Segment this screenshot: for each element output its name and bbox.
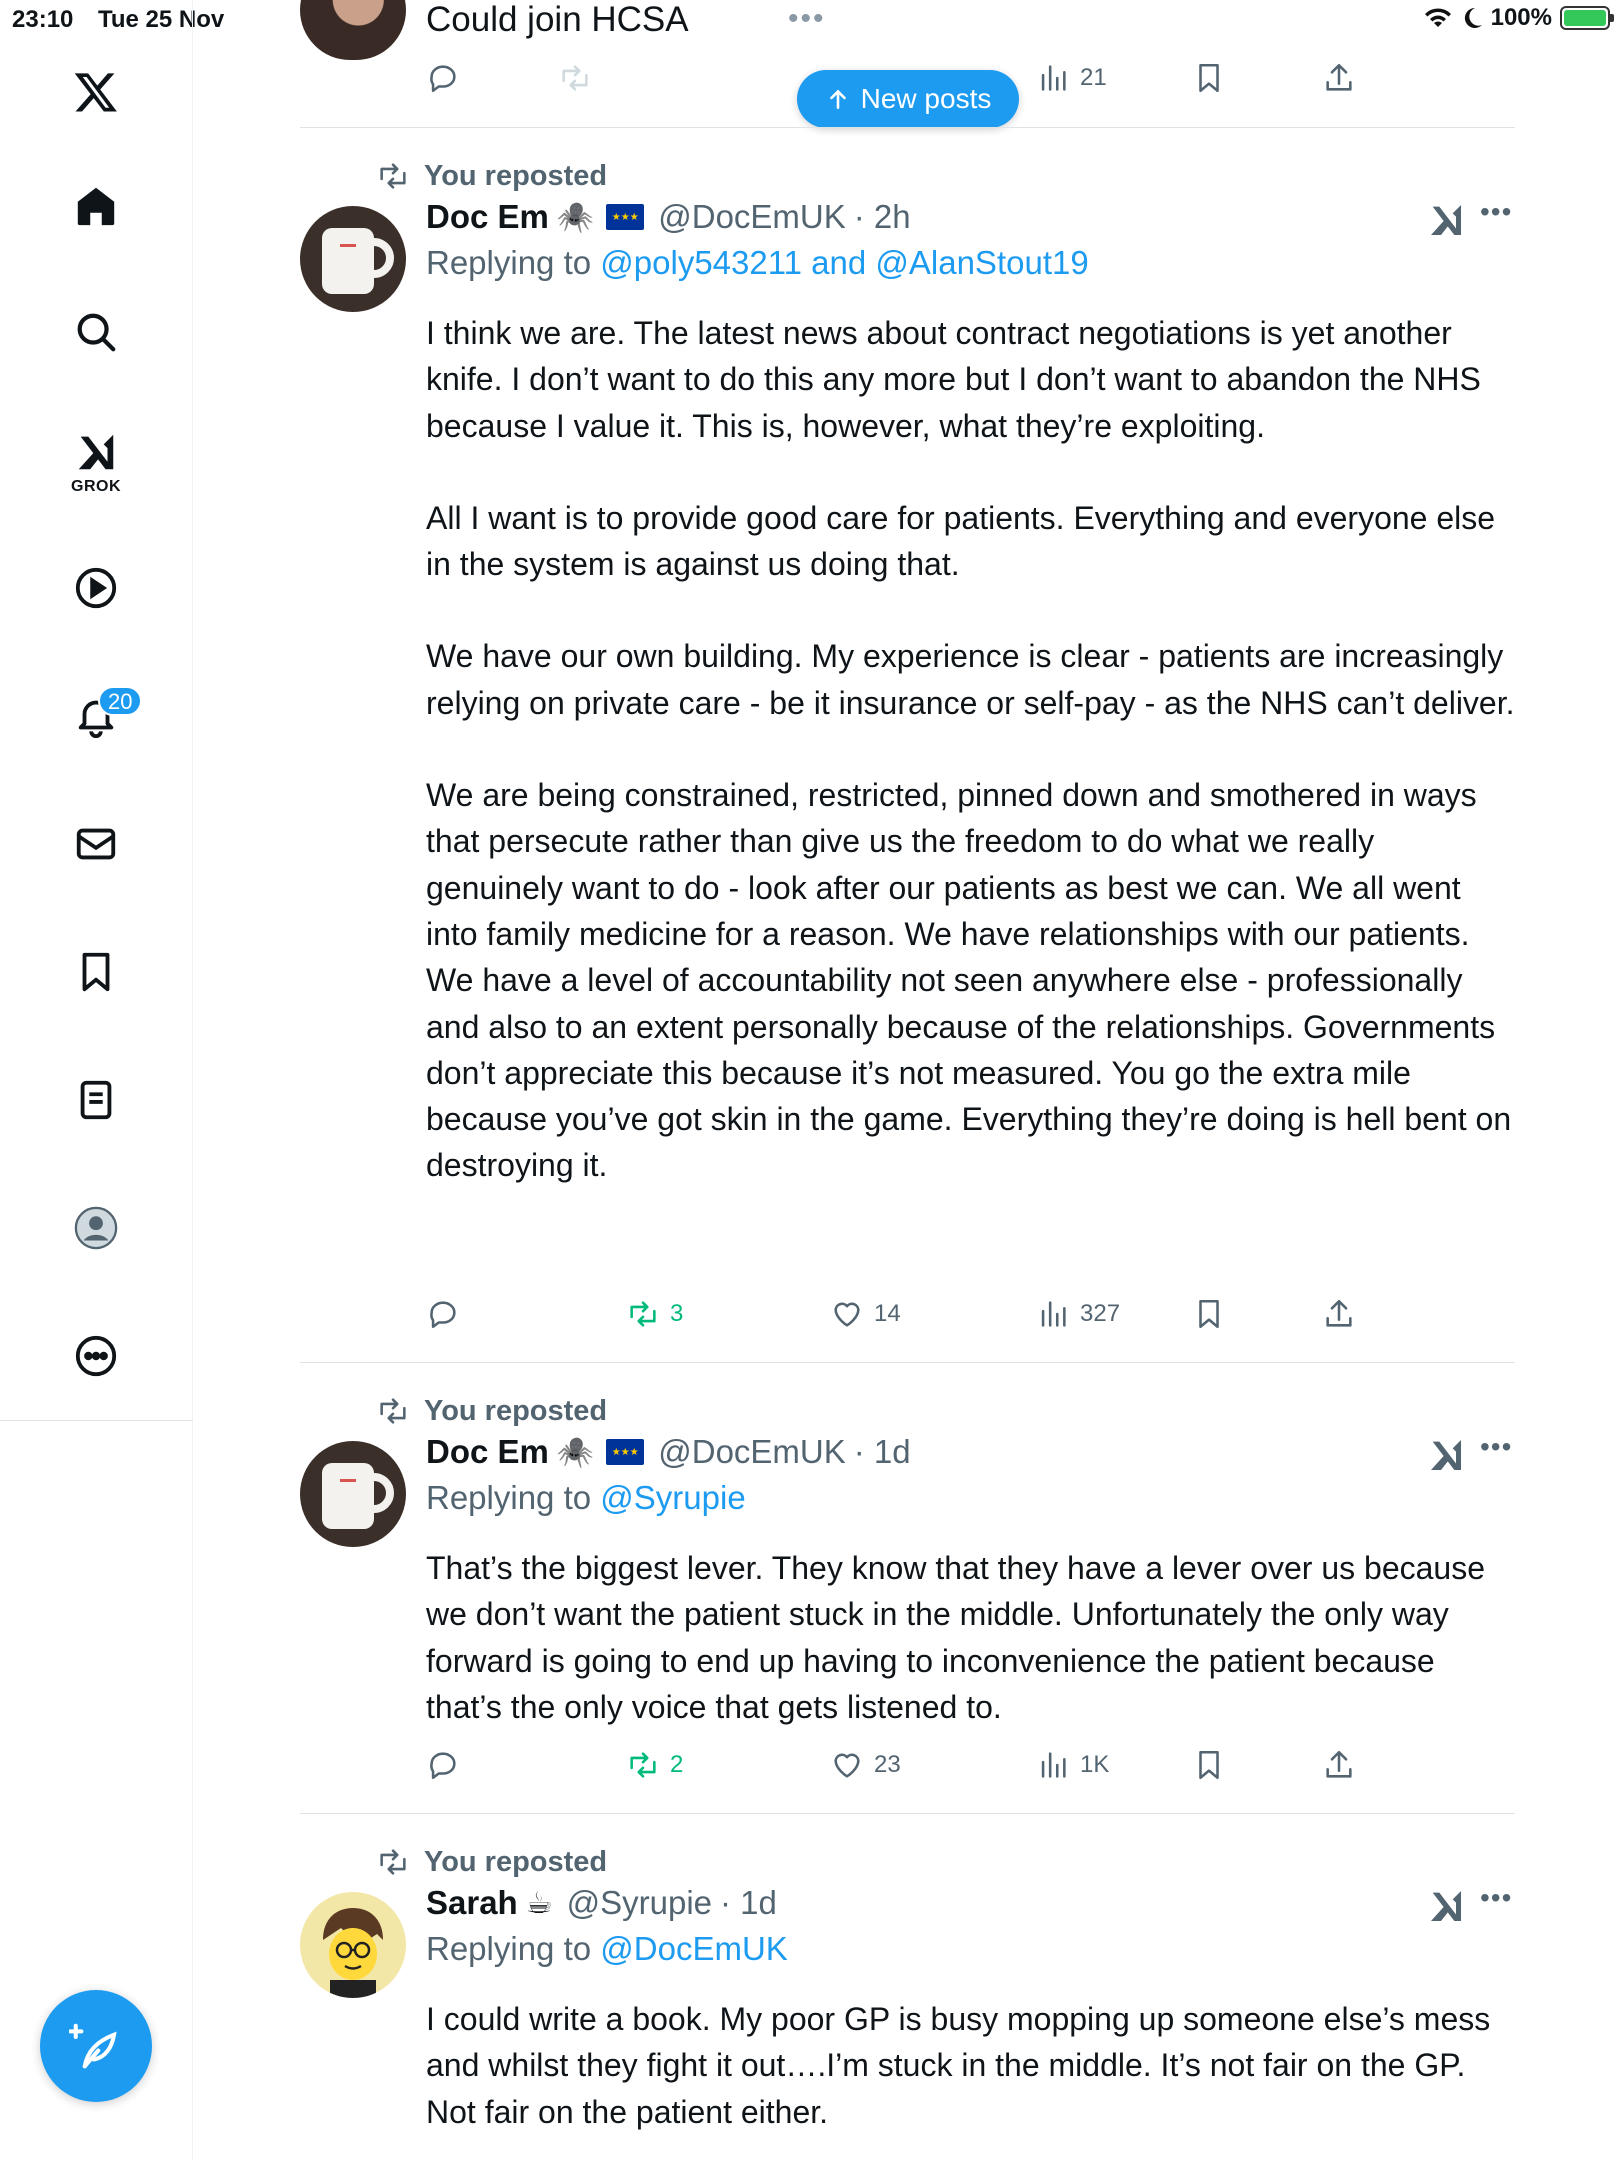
bookmark-button[interactable] <box>1192 1745 1226 1785</box>
more-dots-icon[interactable]: ••• <box>1480 1431 1513 1462</box>
views-count: 1K <box>1080 1751 1110 1778</box>
post-body <box>426 1996 1516 2135</box>
repost-count: 3 <box>670 1300 684 1327</box>
author-name[interactable]: Sarah <box>426 1884 518 1921</box>
like-count: 23 <box>874 1751 901 1778</box>
reply-icon <box>426 1297 460 1331</box>
views-button[interactable] <box>1036 1294 1120 1334</box>
bookmark-icon[interactable] <box>66 942 126 1002</box>
reply-button[interactable] <box>426 1745 460 1785</box>
reply-button[interactable] <box>426 58 460 98</box>
search-icon[interactable] <box>66 302 126 362</box>
arrow-up-icon <box>825 86 851 112</box>
lists-icon[interactable] <box>66 1070 126 1130</box>
post-body <box>426 310 1516 1189</box>
mail-icon[interactable] <box>66 814 126 874</box>
battery-icon <box>1560 6 1610 30</box>
replying-link[interactable]: @DocEmUK <box>600 1930 788 1967</box>
author-name[interactable]: Doc Em <box>426 1433 549 1470</box>
notifications-badge: 20 <box>98 686 142 716</box>
post-paragraph: I think we are. The latest news about contract negotiations is yet another knife. I don’t want to do this any more but I don’t want to abandon the NHS because I value it. This is, however, what they’re exploiting. <box>426 315 1481 444</box>
share-button[interactable] <box>1322 1294 1356 1334</box>
share-button[interactable] <box>1322 1745 1356 1785</box>
repost-button[interactable] <box>626 1745 683 1785</box>
video-play-icon[interactable] <box>66 558 126 618</box>
status-date: Tue 25 Nov <box>98 6 225 33</box>
views-button[interactable] <box>1036 1745 1109 1785</box>
post-actions <box>426 1745 1416 1785</box>
replying-prefix: Replying to <box>426 1479 592 1516</box>
sidebar-divider <box>0 1420 193 1421</box>
spider-icon: 🕷️ <box>556 200 595 234</box>
more-circle-icon[interactable] <box>66 1326 126 1386</box>
replying-prefix: Replying to <box>426 1930 592 1967</box>
new-posts-label: New posts <box>860 83 992 114</box>
views-chart-icon <box>1036 61 1070 95</box>
author-handle[interactable]: @DocEmUK <box>658 198 846 235</box>
post-text: Could join HCSA <box>426 0 689 39</box>
reposted-label: You reposted <box>424 159 608 192</box>
coffee-icon: ☕ <box>525 1886 553 1920</box>
avatar[interactable] <box>300 0 406 60</box>
post-divider <box>300 127 1515 128</box>
reposted-indicator <box>376 158 607 194</box>
replying-to <box>426 1479 746 1517</box>
like-count: 14 <box>874 1300 901 1327</box>
repost-icon <box>626 1297 660 1331</box>
grok-icon[interactable] <box>66 422 126 482</box>
reply-icon <box>426 1748 460 1782</box>
post-header <box>426 1880 777 1926</box>
replying-prefix: Replying to <box>426 244 592 281</box>
profile-avatar-icon[interactable] <box>66 1198 126 1258</box>
bookmark-icon <box>1192 61 1226 95</box>
share-icon <box>1322 1748 1356 1782</box>
author-handle[interactable]: @DocEmUK <box>658 1433 846 1470</box>
share-button[interactable] <box>1322 58 1356 98</box>
views-count: 327 <box>1080 1300 1121 1327</box>
eu-flag-icon: ★★★ <box>606 1439 644 1465</box>
feather-plus-icon <box>69 2019 123 2073</box>
replying-to <box>426 244 1089 282</box>
eu-flag-icon: ★★★ <box>606 204 644 230</box>
views-chart-icon <box>1036 1748 1070 1782</box>
more-dots-icon[interactable]: ••• <box>788 2 826 35</box>
sidebar <box>0 0 193 2160</box>
replying-link[interactable]: @Syrupie <box>600 1479 746 1516</box>
home-icon[interactable] <box>66 176 126 236</box>
author-handle[interactable]: @Syrupie <box>566 1884 713 1921</box>
status-time: 23:10 <box>12 6 74 33</box>
views-chart-icon <box>1036 1297 1070 1331</box>
post-divider <box>300 1362 1515 1363</box>
spider-icon: 🕷️ <box>556 1435 595 1469</box>
repost-icon <box>558 61 592 95</box>
post-header <box>426 194 911 240</box>
repost-icon <box>626 1748 660 1782</box>
bookmark-button[interactable] <box>1192 58 1226 98</box>
grok-label: GROK <box>71 478 121 495</box>
reposted-indicator <box>376 1393 607 1429</box>
compose-post-button[interactable] <box>40 1990 152 2102</box>
post-paragraph: All I want is to provide good care for patients. Everything and everyone else in the system is against us doing that. <box>426 499 1496 583</box>
replying-to <box>426 1930 788 1968</box>
like-button[interactable] <box>830 1294 901 1334</box>
grok-icon[interactable] <box>1426 1886 1466 1926</box>
repost-icon <box>376 1845 410 1879</box>
repost-button[interactable] <box>626 1294 683 1334</box>
views-button[interactable] <box>1036 58 1107 98</box>
avatar[interactable] <box>300 206 406 312</box>
share-icon <box>1322 61 1356 95</box>
avatar[interactable] <box>300 1441 406 1547</box>
new-posts-pill[interactable] <box>797 70 1019 128</box>
repost-icon <box>376 1394 410 1428</box>
post-time[interactable]: · 2h <box>853 198 911 235</box>
bookmark-button[interactable] <box>1192 1294 1226 1334</box>
timeline-feed <box>300 0 1515 2160</box>
grok-icon[interactable] <box>1426 200 1466 240</box>
share-icon <box>1322 1297 1356 1331</box>
avatar[interactable] <box>300 1892 406 1998</box>
heart-icon <box>830 1297 864 1331</box>
bookmark-icon <box>1192 1297 1226 1331</box>
reposted-label: You reposted <box>424 1845 608 1878</box>
replying-link[interactable]: @poly543211 and @AlanStout19 <box>600 244 1089 281</box>
grok-icon[interactable] <box>1426 1435 1466 1475</box>
post-paragraph: We are being constrained, restricted, pinned down and smothered in ways that persecute rather than give us the freedom to do what we really genuinely want to do - look after our patients as best we can. We all went into family medicine for a reason. We have relationships with our patients. We have a level of accountability not seen anywhere else - professionally and also to an extent personally because of the relationships. Governments don’t appreciate this because it’s not measured. You go the extra mile because you’ve got skin in the game. Everything they’re doing is hell bent on destroying it. <box>426 777 1512 1184</box>
more-dots-icon[interactable]: ••• <box>1480 196 1513 227</box>
reposted-indicator <box>376 1844 607 1880</box>
bookmark-icon <box>1192 1748 1226 1782</box>
repost-icon <box>376 159 410 193</box>
post-actions <box>426 1294 1416 1334</box>
post-divider <box>300 1813 1515 1814</box>
post-body <box>426 1545 1516 1730</box>
more-dots-icon[interactable]: ••• <box>1480 1882 1513 1913</box>
repost-count: 2 <box>670 1751 684 1778</box>
views-count: 21 <box>1080 64 1107 91</box>
reply-icon <box>426 61 460 95</box>
repost-button[interactable] <box>558 58 592 98</box>
post-paragraph: We have our own building. My experience is clear - patients are increasingly relying on private care - be it insurance or self-pay - as the NHS can’t deliver. <box>426 638 1515 721</box>
post-time[interactable]: · 1d <box>853 1433 911 1470</box>
author-name[interactable]: Doc Em <box>426 198 549 235</box>
battery-percent: 100% <box>1490 4 1552 31</box>
post-header <box>426 1429 911 1475</box>
post-time[interactable]: · 1d <box>720 1884 777 1921</box>
reply-button[interactable] <box>426 1294 460 1334</box>
heart-icon <box>830 1748 864 1782</box>
like-button[interactable] <box>830 1745 901 1785</box>
reposted-label: You reposted <box>424 1394 608 1427</box>
post-paragraph: I could write a book. My poor GP is busy mopping up someone else’s mess and whilst they fight it out….I’m stuck in the middle. It’s not fair on the GP. Not fair on the patient either. <box>426 2001 1491 2130</box>
x-logo-icon[interactable] <box>66 62 126 122</box>
post-paragraph: That’s the biggest lever. They know that they have a lever over us because we don’t want the patient stuck in the middle. Unfortunately the only way forward is going to end up having to inconvenience the patient because that’s the only voice that gets listened to. <box>426 1550 1485 1725</box>
